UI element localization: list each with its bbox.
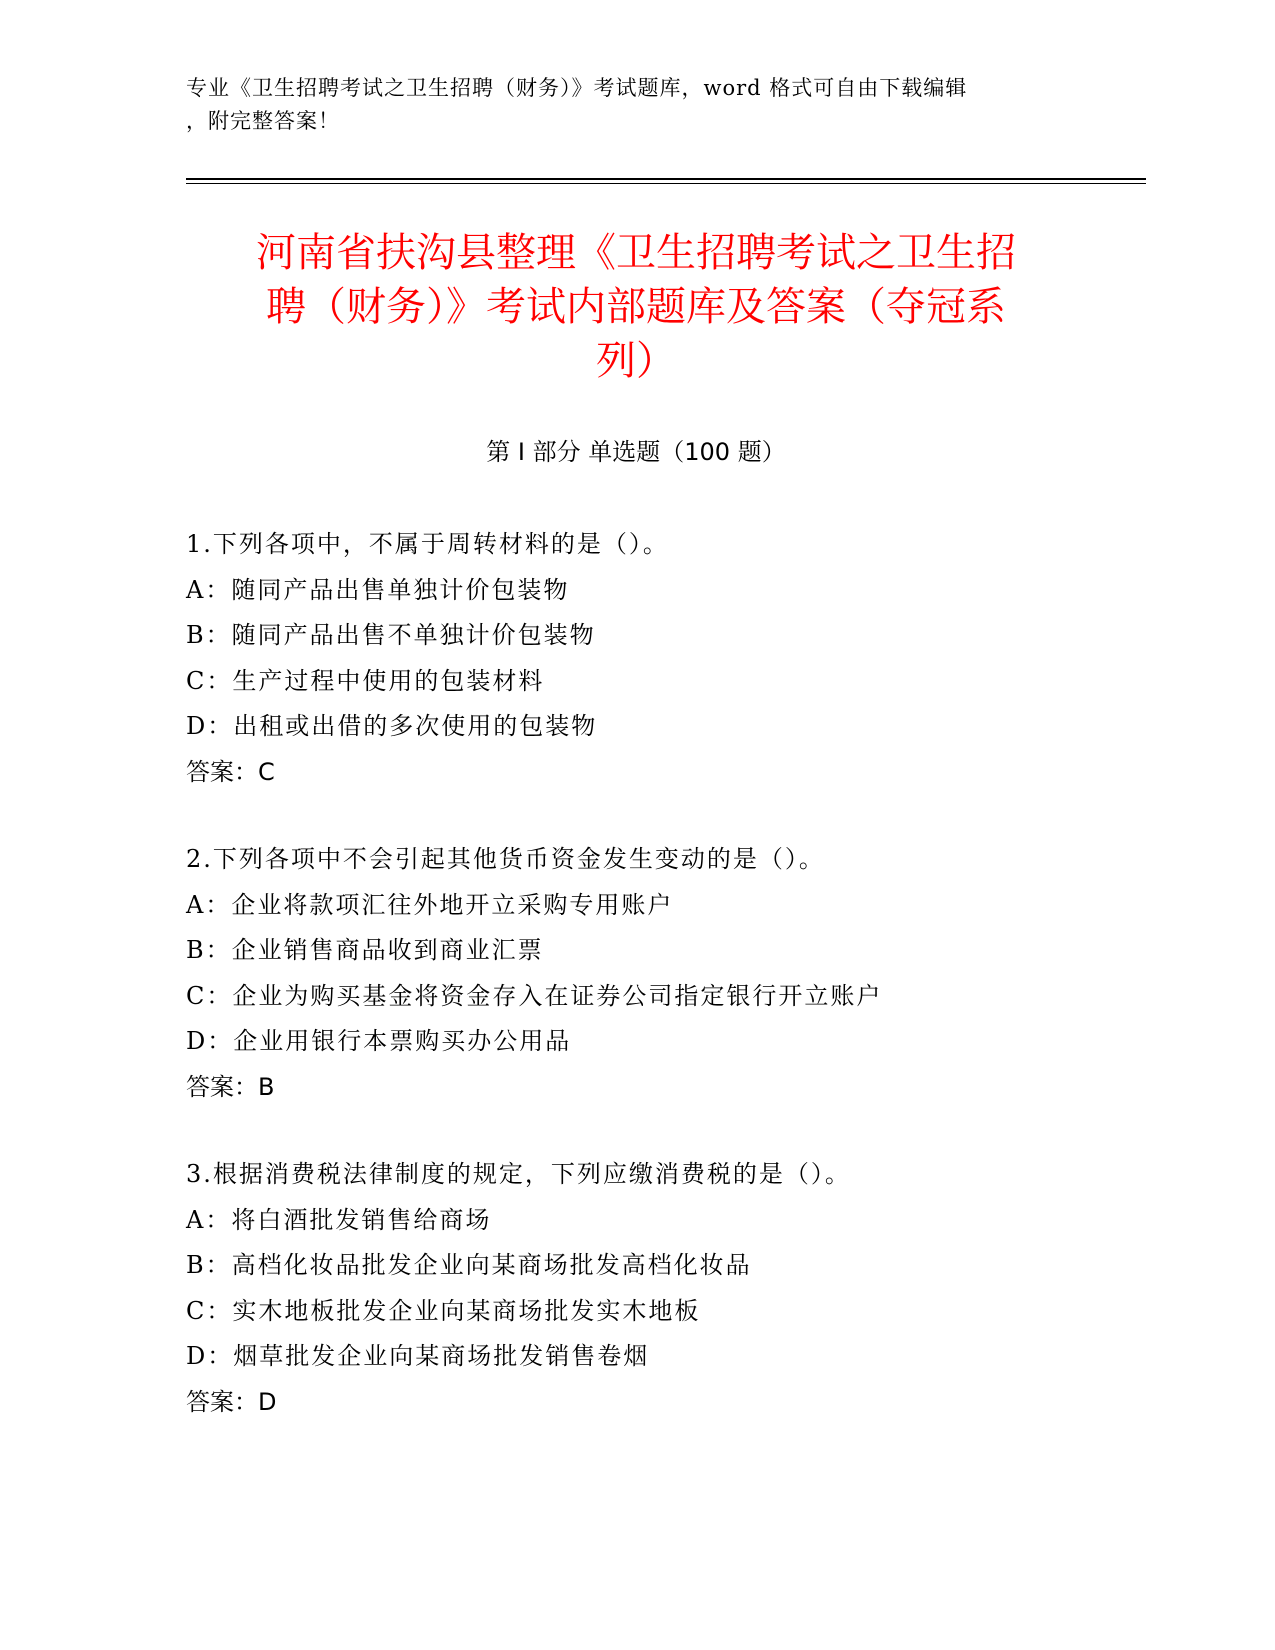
document-title-line2: 聘（财务）》考试内部题库及答案（夺冠系 xyxy=(266,284,1006,330)
option-b: B：高档化妆品批发企业向某商场批发高档化妆品 xyxy=(186,1251,752,1279)
question-2 xyxy=(186,837,1146,1110)
header-note-line2: ，附完整答案！ xyxy=(186,109,340,133)
option-b: B：随同产品出售不单独计价包装物 xyxy=(186,621,596,649)
option-a: A：将白酒批发销售给商场 xyxy=(186,1205,492,1234)
question-stem: 1.下列各项中，不属于周转材料的是（）。 xyxy=(186,530,669,558)
question-list xyxy=(186,522,1146,1467)
document-title-line1: 河南省扶沟县整理《卫生招聘考试之卫生招 xyxy=(256,230,1016,276)
option-d: D：烟草批发企业向某商场批发销售卷烟 xyxy=(186,1342,650,1370)
option-c: C：生产过程中使用的包装材料 xyxy=(186,666,545,695)
question-stem: 3.根据消费税法律制度的规定，下列应缴消费税的是（）。 xyxy=(186,1160,851,1188)
section-heading: 第 I 部分 单选题（100 题） xyxy=(486,438,786,466)
header-note-line1: 专业《卫生招聘考试之卫生招聘（财务）》考试题库，word 格式可自由下载编辑 xyxy=(186,76,968,100)
option-a: A：企业将款项汇往外地开立采购专用账户 xyxy=(186,890,674,919)
option-a: A：随同产品出售单独计价包装物 xyxy=(186,575,570,604)
option-b: B：企业销售商品收到商业汇票 xyxy=(186,936,544,964)
document-title xyxy=(186,226,1086,388)
answer: 答案：D xyxy=(186,1387,277,1416)
answer: 答案：B xyxy=(186,1072,275,1101)
option-d: D：企业用银行本票购买办公用品 xyxy=(186,1027,572,1055)
question-stem: 2.下列各项中不会引起其他货币资金发生变动的是（）。 xyxy=(186,845,825,873)
answer: 答案：C xyxy=(186,757,275,786)
option-c: C：实木地板批发企业向某商场批发实木地板 xyxy=(186,1296,701,1325)
question-3 xyxy=(186,1152,1146,1425)
header-note xyxy=(186,72,1066,138)
question-1 xyxy=(186,522,1146,795)
option-c: C：企业为购买基金将资金存入在证券公司指定银行开立账户 xyxy=(186,981,883,1010)
document-title-line3: 列） xyxy=(596,338,676,384)
option-d: D：出租或出借的多次使用的包装物 xyxy=(186,712,598,740)
header-divider xyxy=(186,178,1146,184)
